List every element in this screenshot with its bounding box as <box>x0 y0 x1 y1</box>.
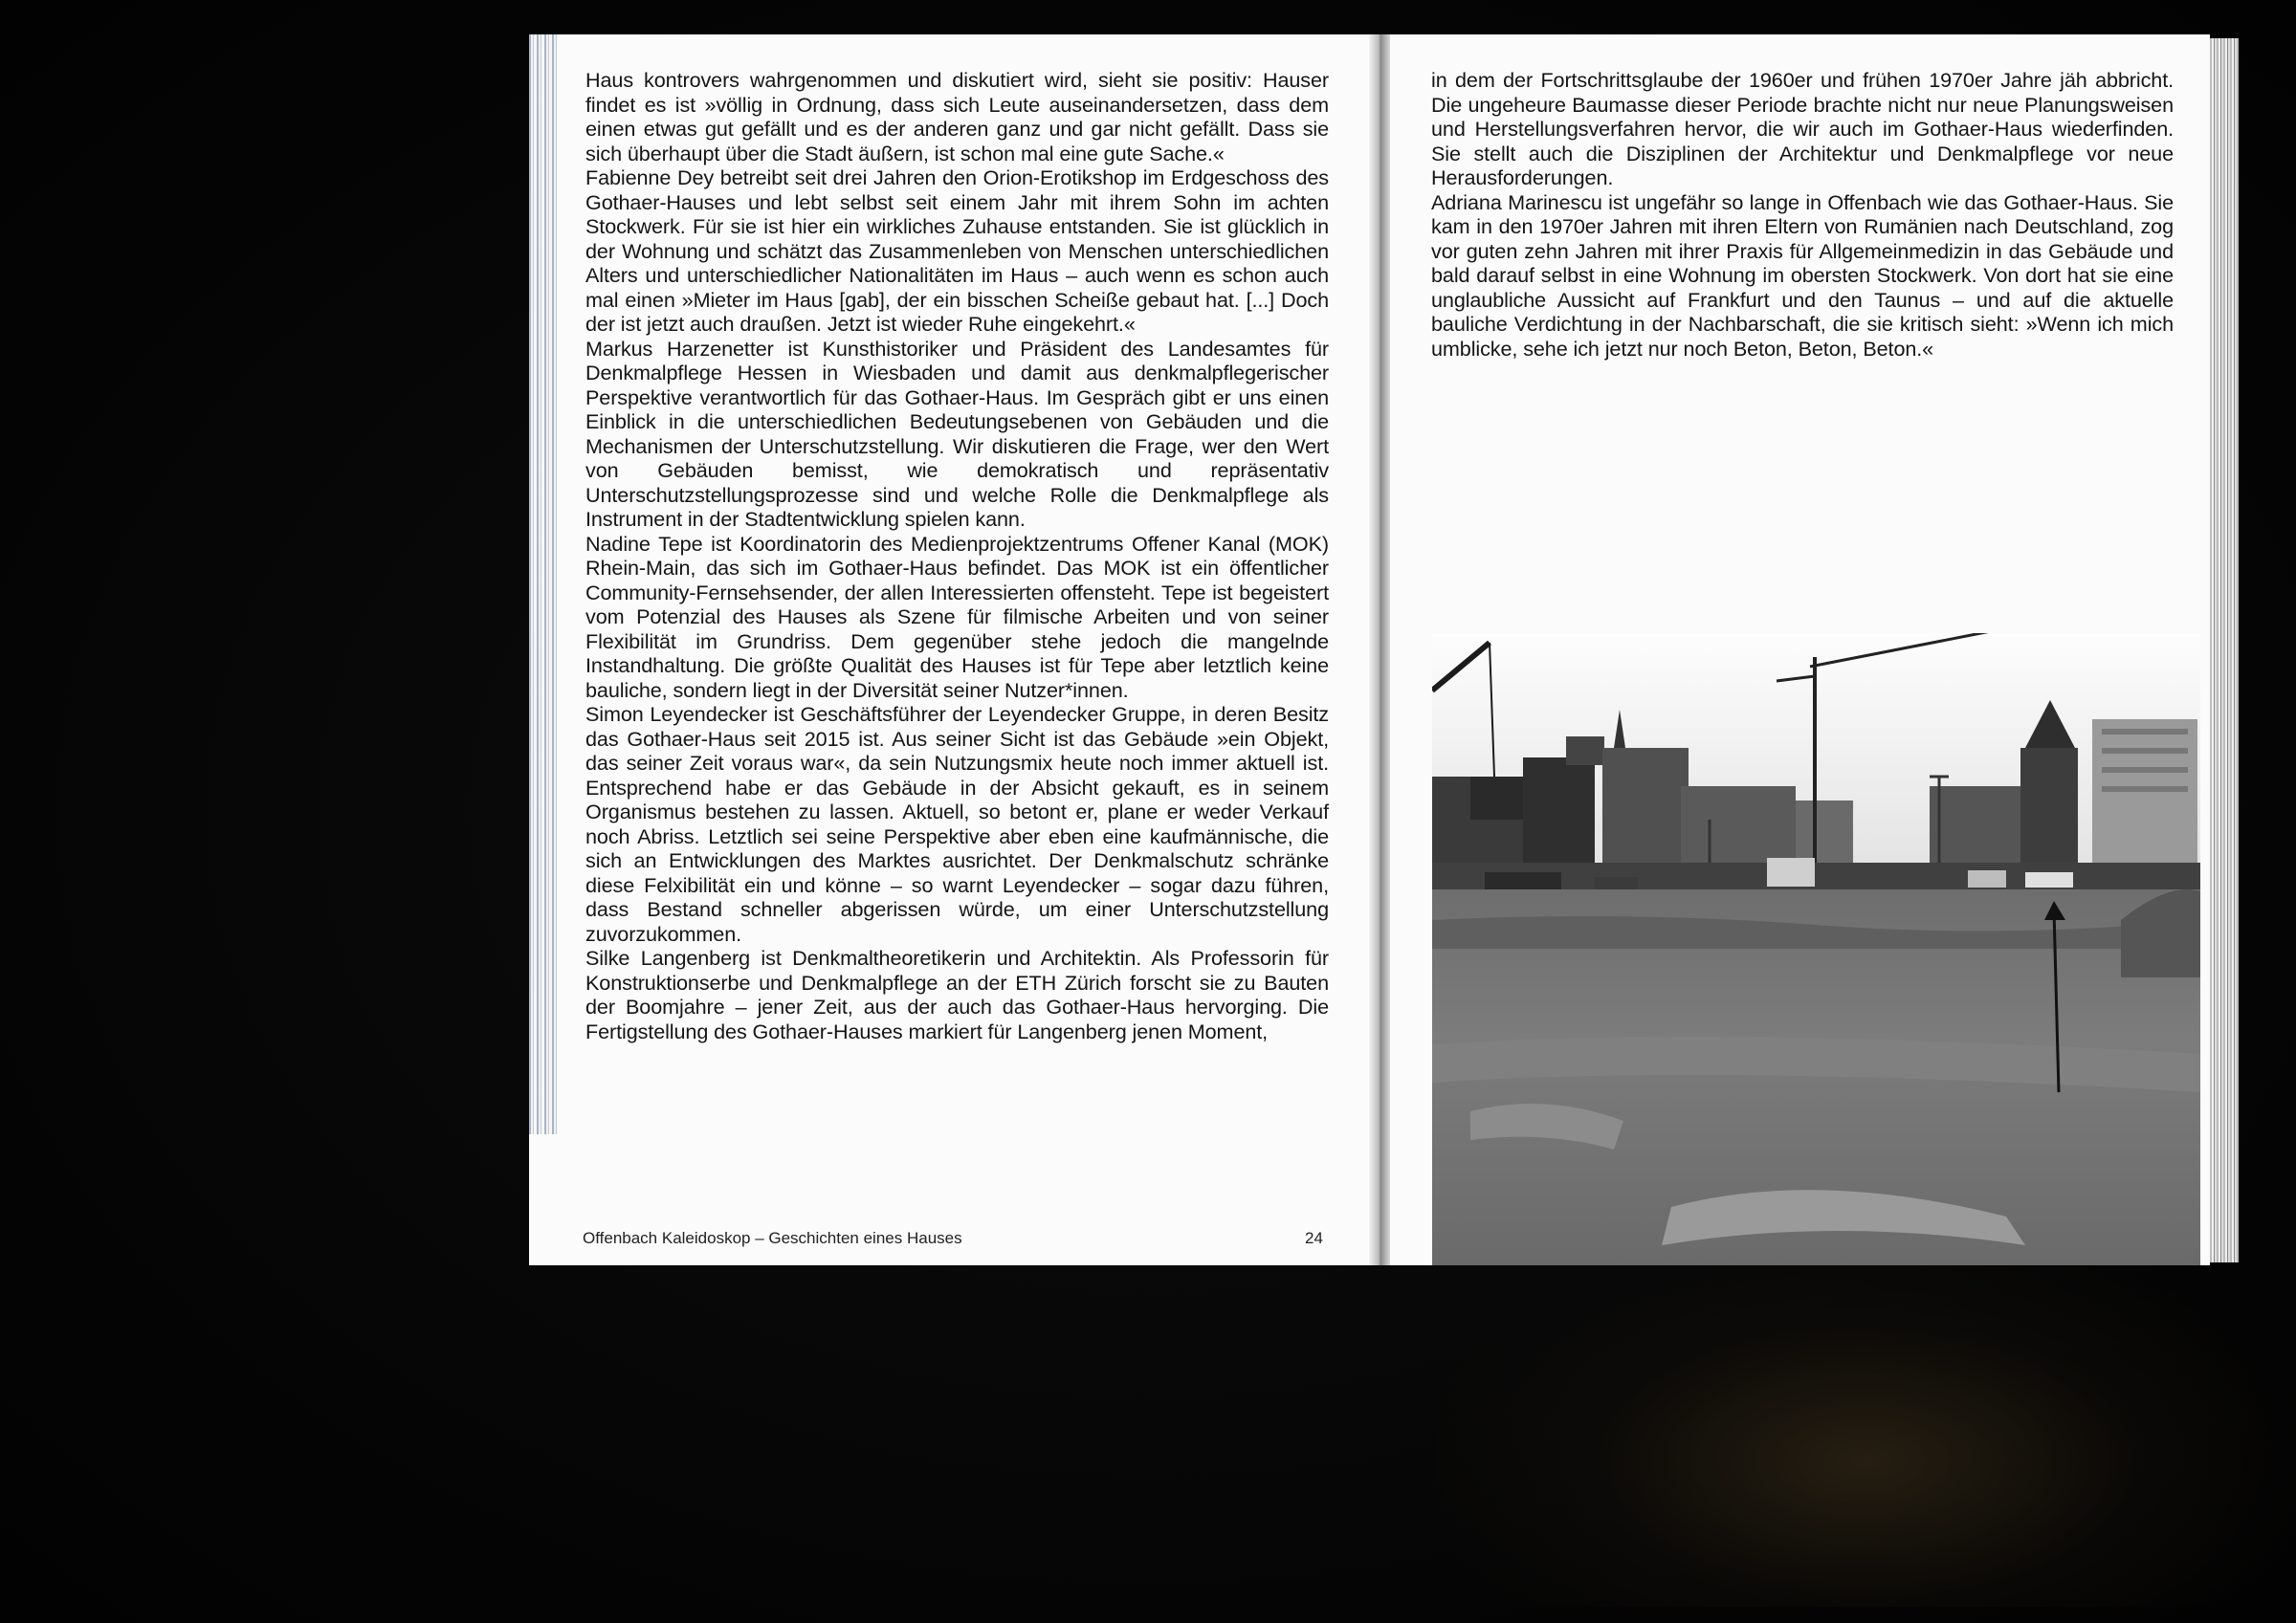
paragraph-hauser: Haus kontrovers wahrgenommen und diskutiert wird, sieht sie positiv: Hauser findet es ist »völlig in Ordnung, dass sich Leute auseinandersetzen, dass dem einen etwas gut gefällt und es der anderen ganz und gar nicht gefällt. Dass sie sich überhaupt über die Stadt äußern, ist schon mal eine gute Sache.« <box>585 68 1329 165</box>
photo-illustration <box>1432 633 2200 1265</box>
page-number: 24 <box>1305 1229 1323 1247</box>
book-page-edges-right <box>2210 38 2239 1262</box>
paragraph-leyendecker: Simon Leyendecker ist Geschäftsführer der Leyendecker Gruppe, in deren Besitz das Gothaer-Haus seit 2015 ist. Aus seiner Sicht ist das Gebäude »ein Objekt, das seiner Zeit voraus war«, da sein Nutzungsmix heute noch immer aktuell ist. Entsprechend habe er das Gebäude in der Absicht gekauft, es in seinem Organismus bestehen zu lassen. Aktuell, so betont er, plane er weder Verkauf noch Abriss. Letztlich sei seine Perspektive aber eben eine kaufmännische, die sich an Entwicklungen des Marktes ausrichtet. Der Denkmalschutz schränke diese Felxibilität ein und könne – so warnt Leyendecker – sogar dazu führen, dass Bestand schneller abgerissen würde, um einer Unterschutzstellung zuvorzukommen. <box>585 702 1329 946</box>
paragraph-langenberg: Silke Langenberg ist Denkmaltheoretikerin und Architektin. Als Professorin für Konstruktionserbe und Denkmalpflege an der ETH Zürich forscht sie zu Bauten der Boomjahre – jener Zeit, aus der auch das Gothaer-Haus hervorging. Die Fertigstellung des Gothaer-Hauses markiert für Langenberg jenen Moment, <box>585 946 1329 1043</box>
paragraph-tepe: Nadine Tepe ist Koordinatorin des Medienprojektzentrums Offener Kanal (MOK) Rhein-Main, das sich im Gothaer-Haus befindet. Das MOK ist ein öffentlicher Community-Fernsehsender, der allen Interessierten offensteht. Tepe ist begeistert vom Potenzial des Hauses als Szene für filmische Arbeiten und von seiner Flexibilität im Grundriss. Dem gegenüber stehe jedoch die mangelnde Instandhaltung. Die größte Qualität des Hauses ist für Tepe aber letztlich keine bauliche, sondern liegt in der Diversität seiner Nutzer*innen. <box>585 531 1329 702</box>
construction-site-photo <box>1432 633 2200 1265</box>
scan-shadow <box>1435 1243 2296 1607</box>
book-page-edges-left <box>529 34 558 1134</box>
paragraph-marinescu: Adriana Marinescu ist ungefähr so lange in Offenbach wie das Gothaer-Haus. Sie kam in den 1970er Jahren mit ihren Eltern von Rumänien nach Deutschland, zog vor guten zehn Jahren mit ihrer Praxis für Allgemeinmedizin in das Gebäude und bald darauf selbst in eine Wohnung im obersten Stockwerk. Von dort hat sie eine unglaubliche Aussicht auf Frankfurt und den Taunus – und auf die aktuelle bauliche Verdichtung in der Nachbarschaft, die sie kritisch sieht: »Wenn ich mich umblicke, sehe ich jetzt nur noch Beton, Beton, Beton.« <box>1431 189 2174 361</box>
left-page-text <box>585 68 1329 1043</box>
right-page-text <box>1431 68 2174 361</box>
running-footer-title: Offenbach Kaleidoskop – Geschichten eines Hauses <box>583 1229 962 1247</box>
paragraph-dey: Fabienne Dey betreibt seit drei Jahren den Orion-Erotikshop im Erdgeschoss des Gothaer-Hauses und lebt selbst seit einem Jahr mit ihrem Sohn im achten Stockwerk. Für sie ist hier ein wirkliches Zuhause entstanden. Sie ist glücklich in der Wohnung und schätzt das Zusammenleben von Menschen unterschiedlichen Alters und unterschiedlicher Nationalitäten im Haus – auch wenn es schon auch mal einen »Mieter im Haus [gab], der ein bisschen Scheiße gebaut hat. [...] Doch der ist jetzt auch draußen. Jetzt ist wieder Ruhe eingekehrt.« <box>585 165 1329 336</box>
paragraph-langenberg-continued: in dem der Fortschrittsglaube der 1960er und frühen 1970er Jahre jäh abbricht. Die ungeheure Baumasse dieser Periode brachte nicht nur neue Planungsweisen und Herstellungsverfahren hervor, die wir auch im Gothaer-Haus wiederfinden. Sie stellt auch die Disziplinen der Architektur und Denkmalpflege vor neue Herausforderungen. <box>1431 68 2174 189</box>
book-gutter <box>1369 34 1390 1265</box>
paragraph-harzenetter: Markus Harzenetter ist Kunsthistoriker und Präsident des Landesamtes für Denkmalpflege Hessen in Wiesbaden und damit aus denkmalpflegerischer Perspektive verantwortlich für das Gothaer-Haus. Im Gespräch gibt er uns einen Einblick in die unterschiedlichen Bedeutungsebenen von Gebäuden und die Mechanismen der Unterschutzstellung. Wir diskutieren die Frage, wer den Wert von Gebäuden bemisst, wie demokratisch und repräsentativ Unterschutzstellungsprozesse sind und welche Rolle die Denkmalpflege als Instrument in der Stadtentwicklung spielen kann. <box>585 336 1329 531</box>
